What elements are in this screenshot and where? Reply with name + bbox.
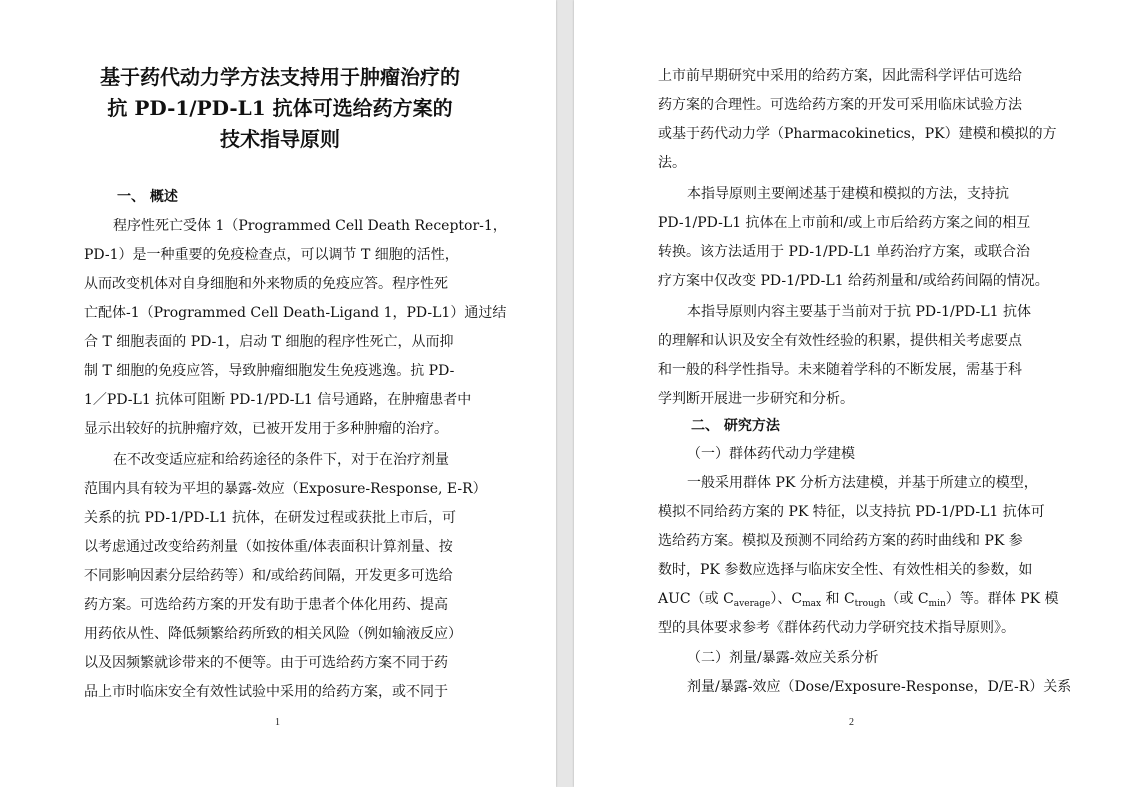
subscript-trough: trough (854, 599, 886, 609)
paragraph-line: 药方案的合理性。可选给药方案的开发可采用临床试验方法 (658, 97, 1022, 113)
paragraph-line: 合 T 细胞表面的 PD-1，启动 T 细胞的程序性死亡，从而抑 (84, 334, 454, 350)
subscript-average: average (733, 599, 771, 609)
paragraph-line: 上市前早期研究中采用的给药方案，因此需科学评估可选给 (658, 68, 1022, 84)
paragraph-line: 以考虑通过改变给药剂量（如按体重/体表面积计算剂量、按 (84, 539, 453, 555)
paragraph-line: 范围内具有较为平坦的暴露-效应（Exposure-Response, E-R） (84, 481, 487, 497)
paragraph-line: 以及因频繁就诊带来的不便等。由于可选给药方案不同于药 (84, 655, 448, 671)
pk-parameter-line (658, 589, 1059, 609)
title-line-3: 技术指导原则 (220, 127, 340, 151)
paragraph-line: 程序性死亡受体 1（Programmed Cell Death Receptor-1， (113, 218, 507, 234)
paragraph-line: 在不改变适应症和给药途径的条件下，对于在治疗剂量 (113, 452, 449, 468)
paragraph-line: 本指导原则主要阐述基于建模和模拟的方法，支持抗 (687, 186, 1009, 202)
auc-mid-2: 和 C (821, 591, 855, 607)
paragraph-line: 用药依从性、降低频繁给药所致的相关风险（例如输液反应） (84, 626, 462, 642)
auc-prefix: AUC（或 C (658, 591, 734, 607)
paragraph-line: 本指导原则内容主要基于当前对于抗 PD-1/PD-L1 抗体 (687, 304, 1031, 320)
paragraph-line: 型的具体要求参考《群体药代动力学研究技术指导原则》。 (658, 620, 1015, 636)
paragraph-line: 学判断开展进一步研究和分析。 (658, 391, 854, 407)
paragraph-line: PD-1）是一种重要的免疫检查点，可以调节 T 细胞的活性， (84, 247, 459, 263)
auc-mid-1: ）、C (770, 591, 803, 607)
auc-suffix: ）等。群体 PK 模 (945, 591, 1059, 607)
paragraph-line: 关系的抗 PD-1/PD-L1 抗体，在研发过程或获批上市后，可 (84, 510, 456, 526)
paragraph-line: 或基于药代动力学（Pharmacokinetics，PK）建模和模拟的方 (658, 126, 1057, 142)
paragraph-line: 药方案。可选给药方案的开发有助于患者个体化用药、提高 (84, 597, 448, 613)
paragraph-line: 制 T 细胞的免疫应答，导致肿瘤细胞发生免疫逃逸。抗 PD- (84, 363, 455, 379)
paragraph-line: 显示出较好的抗肿瘤疗效，已被开发用于多种肿瘤的治疗。 (84, 421, 448, 437)
document-page-1 (0, 0, 556, 787)
paragraph-line: 疗方案中仅改变 PD-1/PD-L1 给药剂量和/或给药间隔的情况。 (658, 273, 1049, 289)
paragraph-line: 模拟不同给药方案的 PK 特征，以支持抗 PD-1/PD-L1 抗体可 (658, 504, 1045, 520)
page-number: 1 (275, 717, 280, 728)
title-line-2: 抗 PD-1/PD-L1 抗体可选给药方案的 (107, 96, 453, 120)
paragraph-line: 的理解和认识及安全有效性经验的积累，提供相关考虑要点 (658, 333, 1022, 349)
paragraph-line: PD-1/PD-L1 抗体在上市前和/或上市后给药方案之间的相互 (658, 215, 1031, 231)
paragraph-line: 和一般的科学性指导。未来随着学科的不断发展，需基于科 (658, 362, 1022, 378)
paragraph-line: 数时，PK 参数应选择与临床安全性、有效性相关的参数，如 (658, 562, 1033, 578)
page-number: 2 (849, 717, 854, 728)
document-title (60, 62, 500, 155)
section-heading-overview: 一、 概述 (117, 189, 178, 205)
paragraph-line: 选给药方案。模拟及预测不同给药方案的药时曲线和 PK 参 (658, 533, 1023, 549)
paragraph-line: 品上市时临床安全有效性试验中采用的给药方案，或不同于 (84, 684, 448, 700)
title-line-1: 基于药代动力学方法支持用于肿瘤治疗的 (100, 65, 460, 89)
paragraph-line: 不同影响因素分层给药等）和/或给药间隔，开发更多可选给 (84, 568, 453, 584)
subscript-max: max (802, 599, 822, 609)
section-heading-methods: 二、 研究方法 (691, 418, 780, 434)
paragraph-line: 法。 (658, 155, 686, 171)
subscript-min: min (928, 599, 946, 609)
paragraph-line: 从而改变机体对自身细胞和外来物质的免疫应答。程序性死 (84, 276, 448, 292)
subsection-heading-popk: （一）群体药代动力学建模 (687, 446, 855, 462)
paragraph-line: 1／PD-L1 抗体可阻断 PD-1/PD-L1 信号通路，在肿瘤患者中 (84, 392, 472, 408)
paragraph-line: 一般采用群体 PK 分析方法建模，并基于所建立的模型， (687, 475, 1038, 491)
paragraph-line: 亡配体-1（Programmed Cell Death-Ligand 1，PD-L1）通过结 (84, 305, 507, 321)
paragraph-line: 转换。该方法适用于 PD-1/PD-L1 单药治疗方案，或联合治 (658, 244, 1030, 260)
document-page-2 (574, 0, 1131, 787)
auc-mid-3: （或 C (885, 591, 929, 607)
subsection-heading-dose-response: （二）剂量/暴露-效应关系分析 (687, 650, 879, 666)
paragraph-line: 剂量/暴露-效应（Dose/Exposure-Response，D/E-R）关系 (687, 679, 1072, 695)
